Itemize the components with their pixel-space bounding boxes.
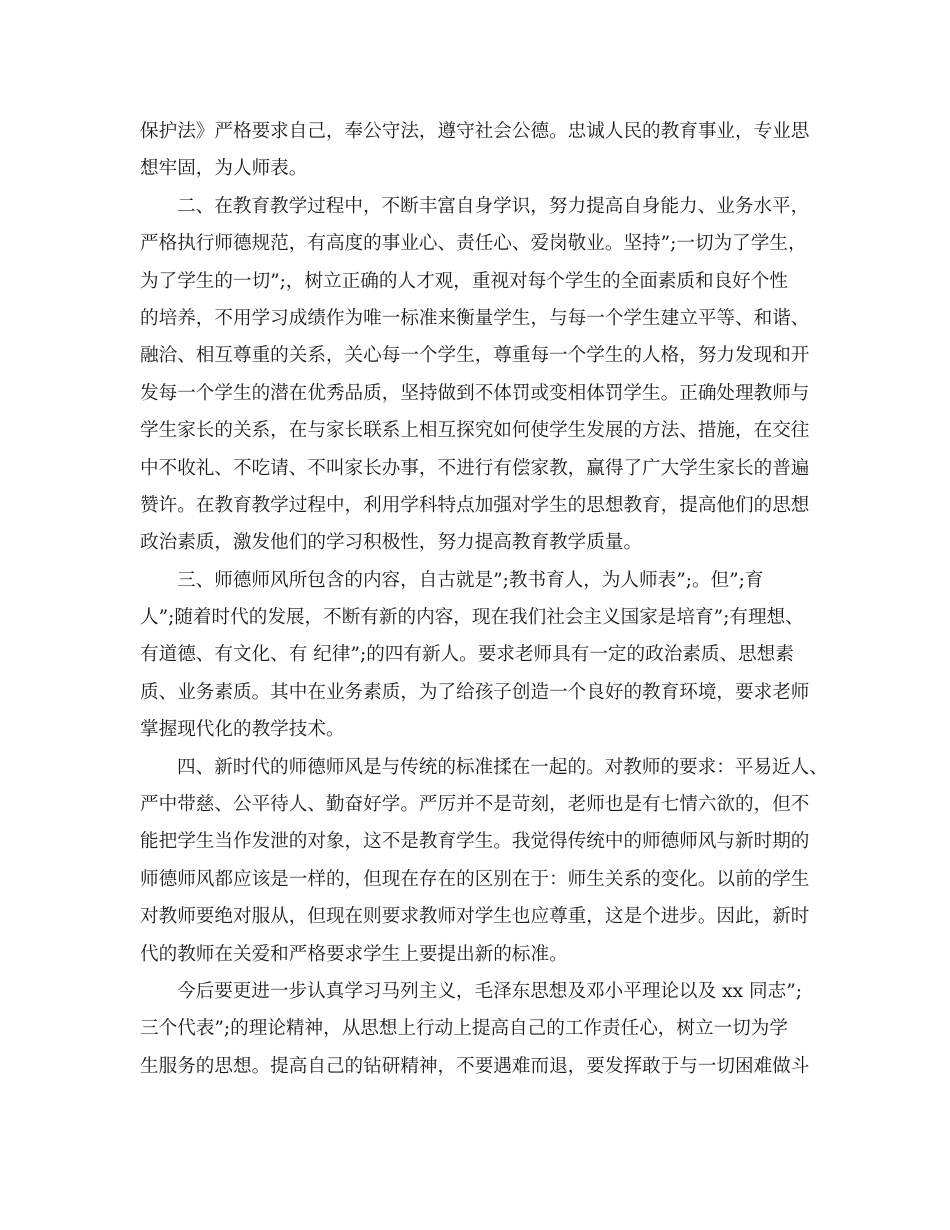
text-line: 代的教师在关爱和严格要求学生上要提出新的标准。: [140, 943, 568, 965]
paragraph-first-line: 今后要更进一步认真学习马列主义，毛泽东思想及邓小平理论以及 xx 同志”;: [177, 980, 802, 1002]
text-line: 的培养，不用学习成绩作为唯一标准来衡量学生，与每一个学生建立平等、和谐、: [140, 307, 810, 329]
text-line: 质、业务素质。其中在业务素质，为了给孩子创造一个良好的教育环境，要求老师: [140, 681, 810, 703]
text-line: 融洽、相互尊重的关系，关心每一个学生，尊重每一个学生的人格，努力发现和开: [140, 345, 810, 367]
text-line: 学生家长的关系，在与家长联系上相互探究如何使学生发展的方法、措施，在交往: [140, 420, 810, 442]
text-line: 想牢固，为人师表。: [140, 158, 308, 180]
text-line: 赞许。在教育教学过程中，利用学科特点加强对学生的思想教育，提高他们的思想: [140, 494, 810, 516]
text-line: 为了学生的一切”;，树立正确的人才观，重视对每个学生的全面素质和良好个性: [140, 270, 788, 292]
text-line: 中不收礼、不吃请、不叫家长办事，不进行有偿家教，赢得了广大学生家长的普遍: [140, 457, 810, 479]
document-body: [140, 113, 828, 1085]
text-line: 对教师要绝对服从，但现在则要求教师对学生也应尊重，这是个进步。因此，新时: [140, 906, 810, 928]
text-line: 师德师风都应该是一样的，但现在存在的区别在于：师生关系的变化。以前的学生: [140, 868, 810, 890]
text-line: 发每一个学生的潜在优秀品质，坚持做到不体罚或变相体罚学生。正确处理教师与: [140, 382, 810, 404]
paragraph-first-line: 二、在教育教学过程中，不断丰富自身学识，努力提高自身能力、业务水平，: [177, 195, 810, 217]
text-line: 三个代表”;的理论精神，从思想上行动上提高自己的工作责任心，树立一切为学: [140, 1018, 788, 1040]
text-line: 掌握现代化的教学技术。: [140, 719, 345, 741]
paragraph-first-line: 三、师德师风所包含的内容，自古就是”;教书育人，为人师表”;。但”;育: [177, 569, 764, 591]
text-line: 能把学生当作发泄的对象，这不是教育学生。我觉得传统中的师德师风与新时期的: [140, 831, 810, 853]
paragraph-first-line: 四、新时代的师德师风是与传统的标准揉在一起的。对教师的要求：平易近人、: [177, 756, 828, 778]
text-line: 人”;随着时代的发展，不断有新的内容，现在我们社会主义国家是培育”;有理想、: [140, 607, 804, 629]
text-line: 严中带慈、公平待人、勤奋好学。严厉并不是苛刻，老师也是有七情六欲的，但不: [140, 794, 810, 816]
text-line: 生服务的思想。提高自己的钻研精神，不要遇难而退，要发挥敢于与一切困难做斗: [140, 1055, 810, 1077]
text-line: 政治素质，激发他们的学习积极性，努力提高教育教学质量。: [140, 532, 643, 554]
text-line: 保护法》严格要求自己，奉公守法，遵守社会公德。忠诚人民的教育事业，专业思: [140, 121, 810, 142]
text-line: 严格执行师德规范，有高度的事业心、责任心、爱岗敬业。坚持”;一切为了学生，: [140, 233, 807, 255]
text-line: 有道德、有文化、有 纪律”;的四有新人。要求老师具有一定的政治素质、思想素: [140, 644, 794, 666]
